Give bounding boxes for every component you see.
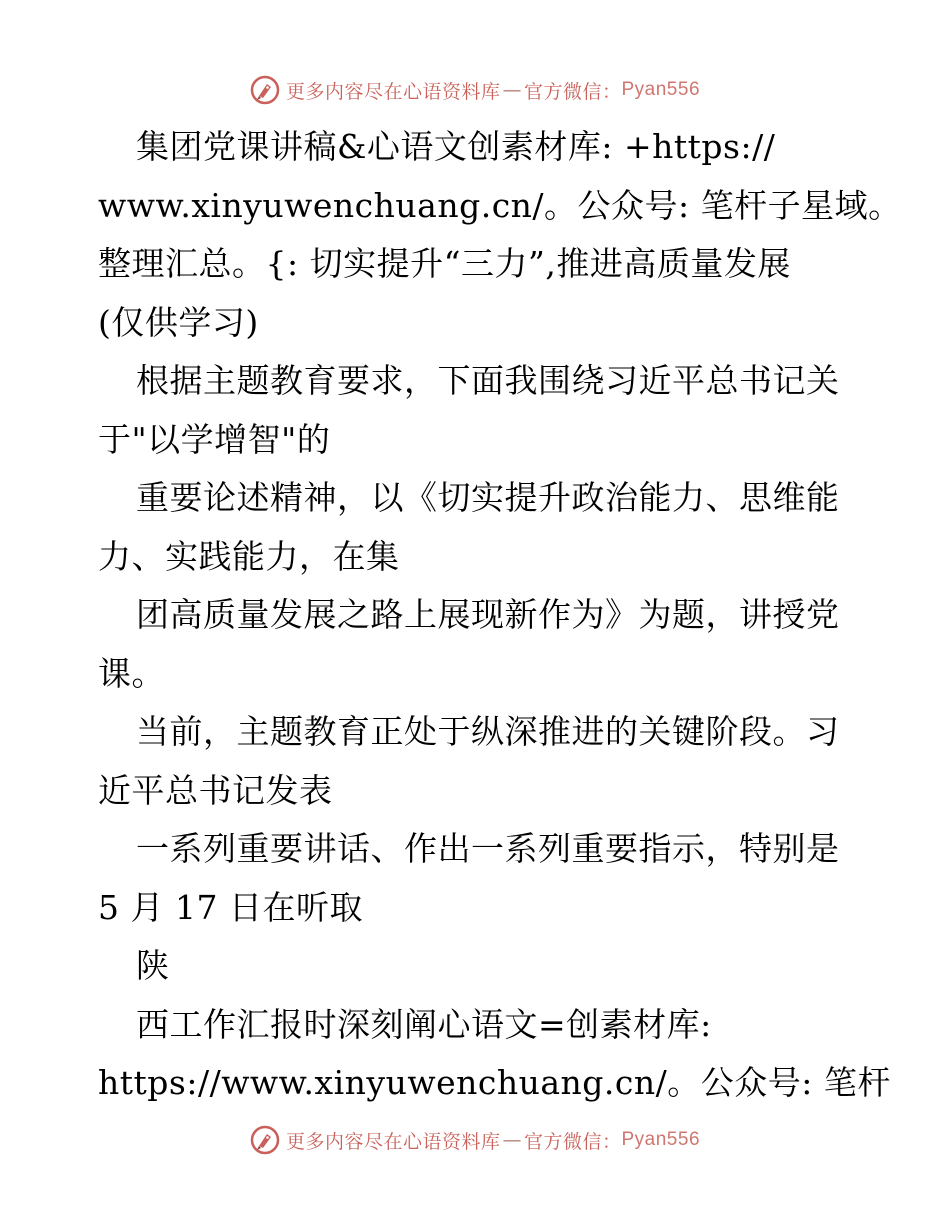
text-line: 于"以学增智"的 bbox=[98, 419, 331, 459]
header-watermark bbox=[0, 70, 950, 110]
text-line: 整理汇总。{: 切实提升“三力”,推进高质量发展 bbox=[98, 244, 791, 283]
text-line: 当前，主题教育正处于纵深推进的关键阶段。习 bbox=[136, 712, 840, 751]
document-body bbox=[98, 118, 902, 1113]
pen-nib-logo-icon bbox=[250, 75, 280, 105]
text-line: 力、实践能力，在集 bbox=[98, 536, 400, 576]
watermark-text: 更多内容尽在心语资料库 bbox=[285, 1130, 501, 1153]
text-line: 根据主题教育要求，下面我围绕习近平总书记关 bbox=[136, 361, 840, 400]
text-line: 西工作汇报时深刻阐心语文=创素材库: bbox=[136, 1004, 712, 1044]
watermark-official-label: 官方微信： bbox=[523, 80, 622, 103]
text-line: www.xinyuwenchuang.cn/。公众号: 笔杆子星域。 bbox=[98, 185, 902, 225]
text-line: https://www.xinyuwenchuang.cn/。公众号: 笔杆 bbox=[98, 1063, 891, 1102]
text-line: (仅供学习) bbox=[98, 302, 259, 342]
text-line: 团高质量发展之路上展现新作为》为题，讲授党 bbox=[136, 595, 840, 634]
footer-watermark bbox=[0, 1120, 950, 1160]
watermark-account: Pyan556 bbox=[621, 79, 701, 100]
watermark-official-label: 官方微信： bbox=[523, 1130, 622, 1153]
text-line: 重要论述精神，以《切实提升政治能力、思维能 bbox=[136, 478, 840, 517]
text-line: 一系列重要讲话、作出一系列重要指示，特别是 bbox=[136, 829, 840, 868]
watermark-account: Pyan556 bbox=[621, 1129, 701, 1150]
watermark-separator: — bbox=[502, 79, 522, 101]
text-line: 陕 bbox=[136, 946, 170, 985]
text-line: 课。 bbox=[98, 653, 165, 693]
text-line: 5 月 17 日在听取 bbox=[98, 887, 363, 927]
watermark-text: 更多内容尽在心语资料库 bbox=[285, 80, 501, 103]
text-line: 近平总书记发表 bbox=[98, 770, 333, 810]
text-line: 集团党课讲稿&心语文创素材库: +https:// bbox=[136, 127, 776, 166]
pen-nib-logo-icon bbox=[250, 1125, 280, 1155]
watermark-separator: — bbox=[502, 1129, 522, 1151]
